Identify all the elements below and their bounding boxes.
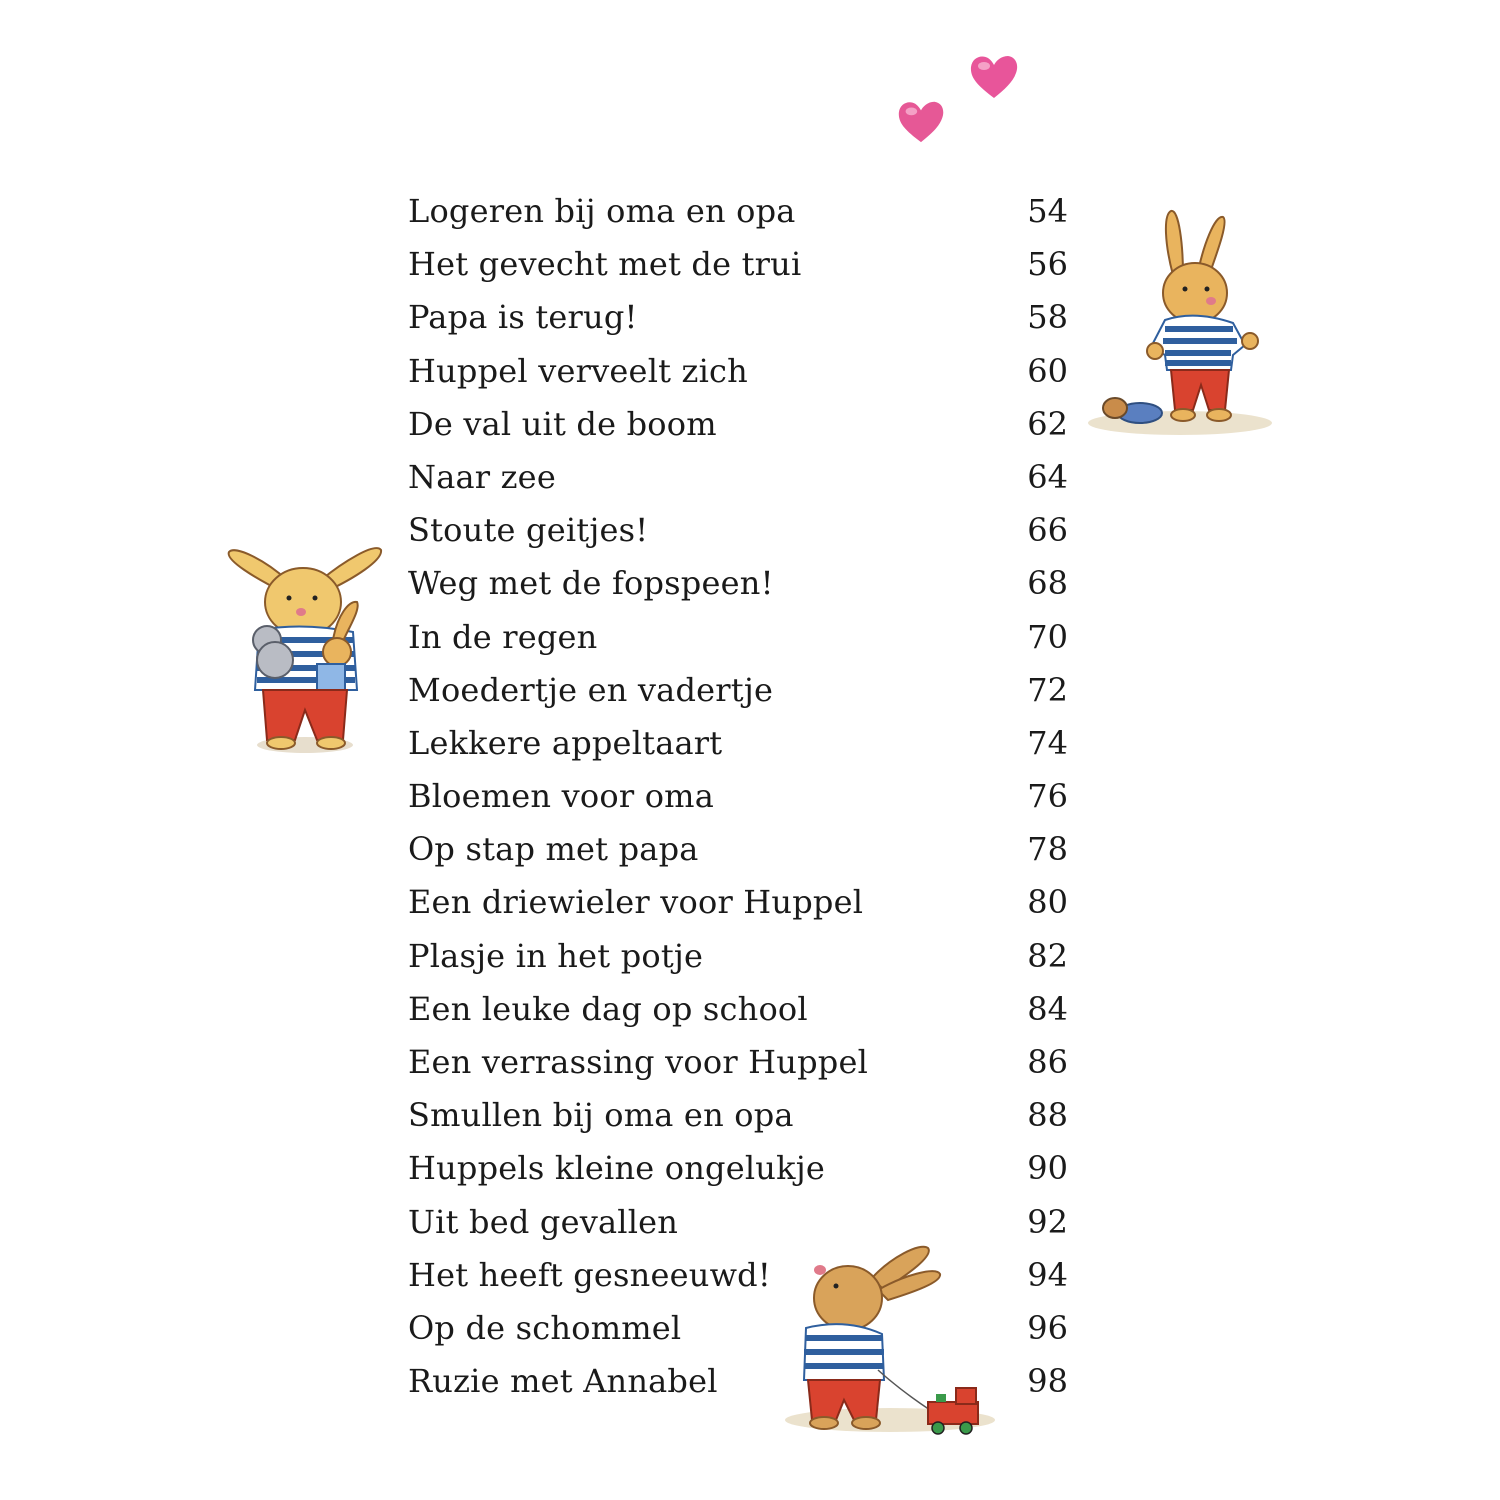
toc-entry-title: Huppels kleine ongelukje — [408, 1149, 825, 1188]
toc-entry — [408, 185, 1068, 238]
toc-entry — [408, 1302, 1068, 1355]
toc-entry — [408, 291, 1068, 344]
toc-entry — [408, 770, 1068, 823]
toc-entry — [408, 717, 1068, 770]
toc-entry-page-number: 62 — [1027, 404, 1068, 443]
toc-entry-title: Ruzie met Annabel — [408, 1362, 718, 1401]
toc-entry-page-number: 88 — [1027, 1096, 1068, 1135]
toc-entry-page-number: 98 — [1027, 1362, 1068, 1401]
toc-entry-title: Op de schommel — [408, 1308, 682, 1347]
heart-icon — [896, 97, 946, 145]
toc-entry-page-number: 54 — [1027, 192, 1068, 230]
toc-entry-page-number: 66 — [1027, 511, 1068, 550]
toc-entry — [408, 398, 1068, 451]
toc-entry — [408, 930, 1068, 983]
toc-entry-page-number: 56 — [1027, 245, 1068, 284]
toc-entry-page-number: 92 — [1027, 1202, 1068, 1241]
toc-entry-page-number: 84 — [1027, 989, 1068, 1028]
toc-entry-title: Moedertje en vadertje — [408, 670, 774, 709]
toc-entry — [408, 504, 1068, 557]
toc-entry — [408, 664, 1068, 717]
toc-entry-page-number: 90 — [1027, 1149, 1068, 1188]
toc-entry-title: Het gevecht met de trui — [408, 245, 802, 284]
toc-entry-title: De val uit de boom — [408, 404, 717, 443]
toc-entry-page-number: 76 — [1027, 777, 1068, 816]
toc-entry-title: Papa is terug! — [408, 298, 638, 337]
toc-entry — [408, 345, 1068, 398]
toc-entry — [408, 557, 1068, 610]
toc-entry-page-number: 78 — [1027, 830, 1068, 869]
toc-entry — [408, 1196, 1068, 1249]
toc-entry-page-number: 70 — [1027, 617, 1068, 656]
rabbit-illustration — [1085, 205, 1275, 440]
toc-entry-title: Huppel verveelt zich — [408, 351, 748, 390]
toc-entry-title: Lekkere appeltaart — [408, 723, 723, 762]
toc-entry-title: Een driewieler voor Huppel — [408, 883, 864, 922]
toc-entry-title: In de regen — [408, 617, 598, 656]
rabbit-illustration — [225, 530, 390, 760]
toc-entry-title: Plasje in het potje — [408, 936, 704, 975]
toc-entry — [408, 1089, 1068, 1142]
toc-entry — [408, 1355, 1068, 1408]
toc-entry-page-number: 72 — [1027, 670, 1068, 709]
toc-entry-page-number: 58 — [1027, 298, 1068, 337]
toc-entry-page-number: 96 — [1027, 1308, 1068, 1347]
toc-entry-title: Een verrassing voor Huppel — [408, 1043, 869, 1081]
toc-entry-page-number: 80 — [1027, 883, 1068, 922]
toc-entry-page-number: 82 — [1027, 936, 1068, 975]
toc-entry-title: Smullen bij oma en opa — [408, 1096, 794, 1135]
toc-entry — [408, 823, 1068, 876]
toc-entry-title: Uit bed gevallen — [408, 1202, 679, 1241]
toc-entry — [408, 451, 1068, 504]
toc-entry-page-number: 60 — [1027, 351, 1068, 390]
toc-entry-page-number: 68 — [1027, 564, 1068, 603]
toc-entry-page-number: 74 — [1027, 723, 1068, 762]
toc-entry — [408, 876, 1068, 929]
toc-entry — [408, 1249, 1068, 1302]
toc-entry-title: Logeren bij oma en opa — [408, 192, 796, 230]
toc-entry-title: Weg met de fopspeen! — [408, 564, 774, 603]
toc-entry-title: Op stap met papa — [408, 830, 699, 869]
toc-entry — [408, 611, 1068, 664]
toc-entry-title: Naar zee — [408, 457, 556, 496]
toc-entry-page-number: 64 — [1027, 457, 1068, 496]
toc-entry-title: Stoute geitjes! — [408, 511, 649, 550]
toc-entry — [408, 1036, 1068, 1089]
toc-entry — [408, 1142, 1068, 1195]
toc-entry-page-number: 94 — [1027, 1255, 1068, 1294]
table-of-contents — [408, 185, 1068, 1408]
toc-entry-page-number: 86 — [1027, 1043, 1068, 1081]
toc-entry — [408, 983, 1068, 1036]
toc-entry-title: Een leuke dag op school — [408, 989, 808, 1028]
toc-entry — [408, 238, 1068, 291]
toc-entry-title: Het heeft gesneeuwd! — [408, 1255, 771, 1294]
toc-entry-title: Bloemen voor oma — [408, 777, 714, 816]
heart-icon — [968, 52, 1020, 100]
